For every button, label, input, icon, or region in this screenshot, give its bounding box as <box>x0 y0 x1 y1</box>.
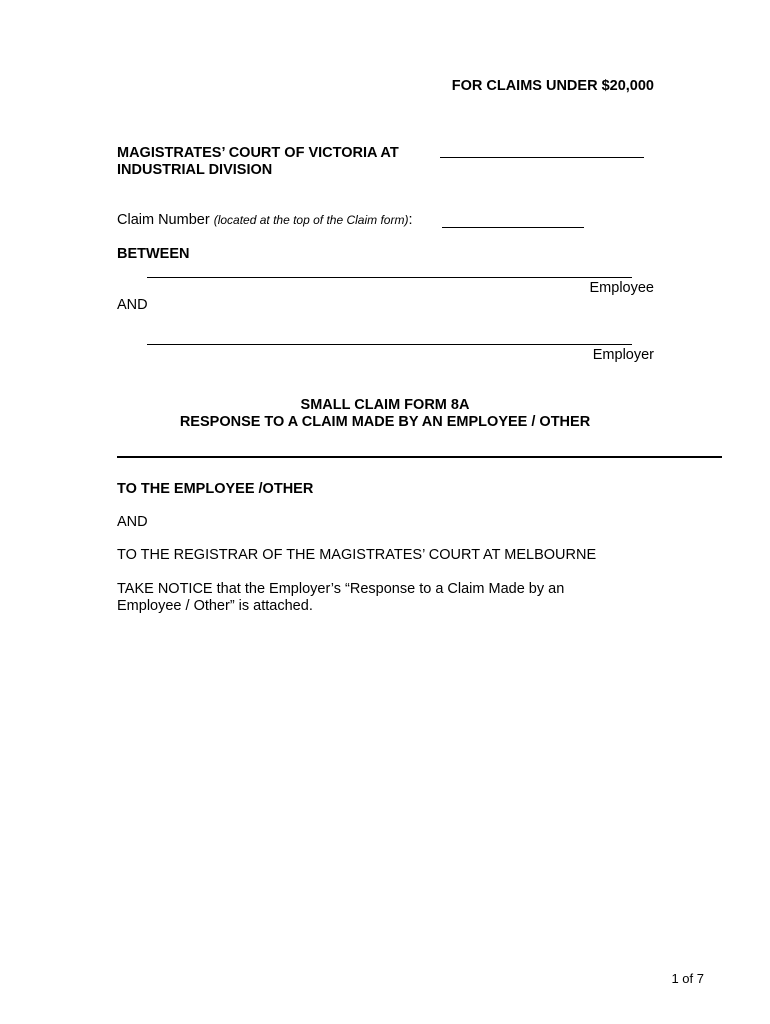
take-notice-line1: TAKE NOTICE that the Employer’s “Response to a Claim Made by an <box>117 581 565 597</box>
form-title: SMALL CLAIM FORM 8A <box>300 397 470 413</box>
court-location-field[interactable] <box>440 157 644 158</box>
take-notice-line2: Employee / Other” is attached. <box>117 598 313 614</box>
claim-number-note: (located at the top of the Claim form) <box>213 213 409 227</box>
notice-and: AND <box>117 514 148 530</box>
page-number: 1 of 7 <box>671 971 704 986</box>
court-name: MAGISTRATES’ COURT OF VICTORIA AT <box>117 145 399 161</box>
parties-and: AND <box>117 297 148 313</box>
claim-number-label: Claim Number <box>117 212 210 228</box>
employer-name-field[interactable] <box>147 344 632 345</box>
claim-number-colon: : <box>408 212 413 228</box>
court-division: INDUSTRIAL DIVISION <box>117 162 273 178</box>
claims-limit-heading: FOR CLAIMS UNDER $20,000 <box>451 78 654 94</box>
claim-number-field[interactable] <box>442 227 584 228</box>
employer-label: Employer <box>592 347 654 363</box>
claim-number-row <box>117 211 413 229</box>
to-employee-heading: TO THE EMPLOYEE /OTHER <box>117 481 314 497</box>
employee-name-field[interactable] <box>147 277 632 278</box>
to-registrar-text: TO THE REGISTRAR OF THE MAGISTRATES’ COURT AT MELBOURNE <box>117 547 597 563</box>
employee-label: Employee <box>589 280 654 296</box>
form-subtitle: RESPONSE TO A CLAIM MADE BY AN EMPLOYEE / OTHER <box>179 414 591 430</box>
section-divider <box>117 456 722 458</box>
between-heading: BETWEEN <box>117 246 190 262</box>
